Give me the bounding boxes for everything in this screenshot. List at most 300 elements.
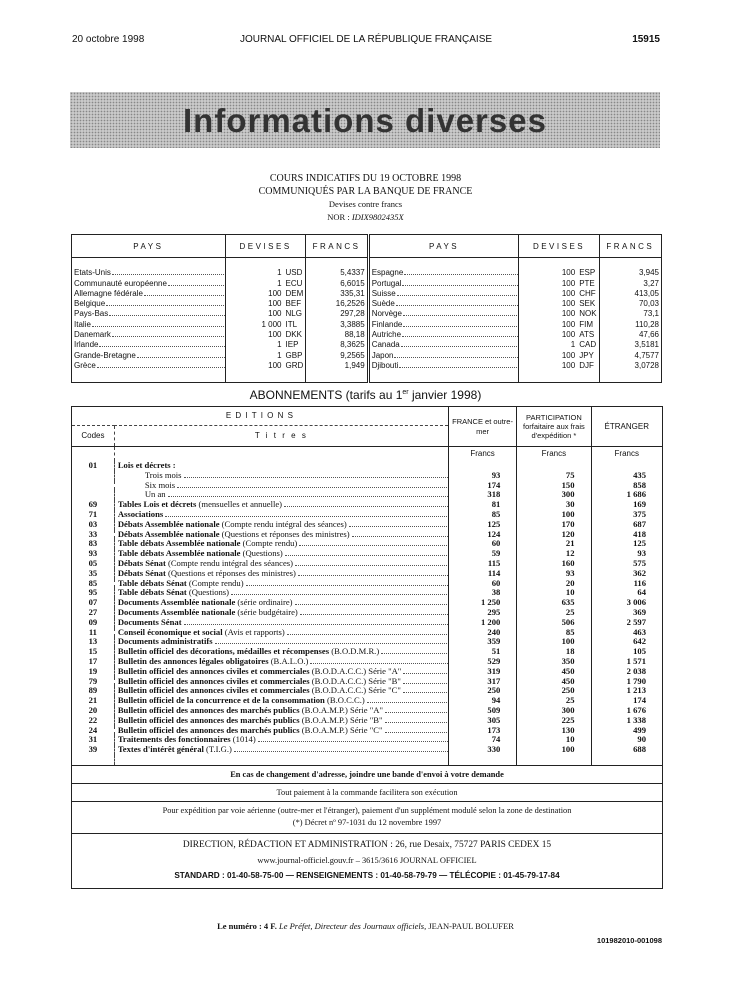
abo-title xyxy=(114,461,448,471)
dot-leader xyxy=(234,751,448,752)
abo-title xyxy=(114,520,448,530)
abo-price-etranger: 858 xyxy=(591,481,662,491)
abo-title-main: Bulletin des annonces légales obligatoires xyxy=(117,656,269,667)
rates-header-devises-left: DEVISES xyxy=(225,235,306,258)
abo-code: 11 xyxy=(88,626,97,637)
abo-price-france: 173 xyxy=(448,726,516,736)
rate-quantity: 1 xyxy=(225,279,283,289)
rates-header-francs-right: FRANCS xyxy=(599,235,661,258)
rate-quantity: 1 xyxy=(519,340,577,350)
rate-quantity: 100 xyxy=(519,279,577,289)
country-name: Etats-Unis xyxy=(74,268,111,278)
notice-air-text: Pour expédition par voie aérienne (outre-mer et l'étranger), paiement d'un supplément modulé selon la zone de destination xyxy=(162,805,572,815)
rate-francs: 73,1 xyxy=(599,309,661,319)
abo-price-france: 509 xyxy=(448,706,516,716)
cours-line1: COURS INDICATIFS DU 19 OCTOBRE 1998 xyxy=(269,173,462,184)
abo-code: 83 xyxy=(88,538,98,549)
abo-price-france: 115 xyxy=(448,559,516,569)
dot-leader xyxy=(403,692,448,693)
rates-row xyxy=(72,289,662,299)
rate-country xyxy=(368,361,519,371)
abo-title-detail: (Compte rendu) xyxy=(186,578,244,588)
rate-currency-code: CAD xyxy=(579,340,597,350)
abo-price-etranger: 687 xyxy=(591,520,662,530)
abo-price-etranger: 375 xyxy=(591,510,662,520)
abo-price-france: 59 xyxy=(448,549,516,559)
abo-price-etranger: 64 xyxy=(591,588,662,598)
dot-leader xyxy=(403,673,448,674)
contact-address: 26, rue Desaix, 75727 PARIS CEDEX 15 xyxy=(395,839,552,850)
rate-country xyxy=(368,340,519,350)
abo-title-main: Trois mois xyxy=(144,470,182,480)
rate-country xyxy=(72,351,226,361)
abo-title xyxy=(114,490,448,500)
abo-title-main: Lois et décrets : xyxy=(117,461,176,471)
abo-title xyxy=(114,579,448,589)
exchange-rates-table xyxy=(71,234,662,383)
abo-title-main: Documents Assemblée nationale xyxy=(117,598,236,608)
rate-currency-code: ITL xyxy=(285,319,298,329)
abo-price-france: 38 xyxy=(448,588,516,598)
abo-price-part: 12 xyxy=(517,549,591,559)
abo-price-part: 150 xyxy=(517,481,591,491)
abo-title xyxy=(114,530,448,540)
rate-francs: 3,27 xyxy=(599,279,661,289)
dot-leader xyxy=(92,326,225,327)
cours-line2: COMMUNIQUÉS PAR LA BANQUE DE FRANCE xyxy=(258,186,473,197)
abo-price-etranger: 93 xyxy=(591,549,662,559)
rate-francs: 335,31 xyxy=(306,289,368,299)
dot-leader xyxy=(399,367,519,368)
contact-phones xyxy=(72,868,662,883)
abo-title-detail: (B.O.C.C.) xyxy=(324,696,365,706)
abo-title xyxy=(114,471,448,481)
abo-title-main: Traitements des fonctionnaires xyxy=(117,735,231,745)
rate-currency-code: GRD xyxy=(285,360,304,370)
abo-price-etranger: 116 xyxy=(591,579,662,589)
abo-price-france: 250 xyxy=(448,686,516,696)
rate-currency-code: DEM xyxy=(285,288,304,298)
abonnements-title-text: ABONNEMENTS (tarifs au 1 xyxy=(249,388,403,402)
abo-title-detail: (T.I.G.) xyxy=(203,745,232,755)
abo-price-france: 124 xyxy=(448,530,516,540)
abo-code: 19 xyxy=(88,665,98,676)
abo-title-detail: (B.O.A.M.P.) Série "A" xyxy=(299,705,383,716)
abo-title-main: Bulletin officiel des annonces des marchés publics xyxy=(117,715,300,725)
abo-price-france: 1 200 xyxy=(448,618,516,628)
abo-price-france: 51 xyxy=(448,647,516,657)
footer-prefet: Le Préfet, Directeur des Journaux officiels, xyxy=(278,921,427,931)
notice-address: En cas de changement d'adresse, joindre une bande d'envoi à votre demande xyxy=(72,765,662,783)
abo-price-part: 450 xyxy=(517,677,591,687)
rate-currency-code: USD xyxy=(285,268,303,278)
abo-code: 22 xyxy=(88,714,98,725)
dot-leader xyxy=(299,545,448,546)
dot-leader xyxy=(349,526,449,527)
abo-title-detail: (Compte rendu intégral des séances) xyxy=(165,558,294,569)
rate-country xyxy=(368,320,519,330)
country-name: Djibouti xyxy=(371,360,399,370)
abo-price-part: 25 xyxy=(517,608,591,618)
dot-leader xyxy=(231,594,448,595)
rate-quantity: 100 xyxy=(225,330,283,340)
rate-quantity: 100 xyxy=(519,351,577,361)
abo-price-france: 295 xyxy=(448,608,516,618)
abo-price-france: 125 xyxy=(448,520,516,530)
rates-header-devises-right: DEVISES xyxy=(519,235,599,258)
abo-title-main: Bulletin officiel des annonces des marchés publics xyxy=(117,725,300,735)
abo-price-etranger: 2 597 xyxy=(591,618,662,628)
dot-leader xyxy=(168,285,225,286)
rates-row xyxy=(72,340,662,350)
abo-price-france: 174 xyxy=(448,481,516,491)
dot-leader xyxy=(109,315,225,316)
abo-code: 95 xyxy=(88,587,98,598)
abo-header-row1 xyxy=(72,407,662,426)
abo-code: 09 xyxy=(88,616,98,627)
rate-currency-code: GBP xyxy=(285,350,303,360)
abo-title-detail: (B.O.A.M.P.) Série "C" xyxy=(299,725,383,735)
abo-price-part: 130 xyxy=(517,726,591,736)
abo-unit-france: Francs xyxy=(448,447,516,462)
abo-price-etranger: 688 xyxy=(591,745,662,755)
country-name: Grèce xyxy=(74,360,96,370)
dot-leader xyxy=(385,712,448,713)
abo-title-main: Table débats Assemblée nationale xyxy=(117,539,241,549)
abo-title-main: Table débats Sénat xyxy=(117,588,187,598)
abo-price-france: 318 xyxy=(448,490,516,500)
footer-price: Le numéro : 4 F. xyxy=(217,921,277,931)
contact-web: www.journal-officiel.gouv.fr – 3615/3616 JOURNAL OFFICIEL xyxy=(257,855,477,865)
abo-price-part: 25 xyxy=(517,696,591,706)
dot-leader xyxy=(106,305,225,306)
abo-row xyxy=(72,745,662,755)
dot-leader xyxy=(397,295,519,296)
abo-title-main: Conseil économique et social xyxy=(117,627,223,637)
abo-price-part: 160 xyxy=(517,559,591,569)
abo-code: 21 xyxy=(88,695,98,706)
dot-leader xyxy=(99,346,225,347)
abo-price-france: 240 xyxy=(448,628,516,638)
contact-line1 xyxy=(72,838,662,853)
rate-quantity: 100 xyxy=(519,330,577,340)
header-date: 20 octobre 1998 xyxy=(72,34,145,45)
dot-leader xyxy=(137,357,225,358)
dot-leader xyxy=(381,653,448,654)
rate-francs: 70,03 xyxy=(599,299,661,309)
abo-price-france: 1 250 xyxy=(448,598,516,608)
abo-title xyxy=(114,481,448,491)
dot-leader xyxy=(97,367,225,368)
rate-francs: 16,2526 xyxy=(306,299,368,309)
dot-leader xyxy=(401,346,519,347)
country-name: Suède xyxy=(371,299,395,309)
rate-quantity: 100 xyxy=(225,289,283,299)
dot-leader xyxy=(298,575,448,576)
abo-price-part: 18 xyxy=(517,647,591,657)
rate-quantity: 100 xyxy=(519,309,577,319)
abo-header-france: FRANCE et outre-mer xyxy=(448,407,516,447)
abo-price-part: 450 xyxy=(517,667,591,677)
contact-standard: STANDARD : 01-40-58-75-00 xyxy=(174,870,284,880)
rate-currency-code: ESP xyxy=(579,268,596,278)
abo-title-main: Associations xyxy=(117,509,164,520)
abo-title-main: Un an xyxy=(144,490,166,500)
abo-title-main: Documents Assemblée nationale xyxy=(117,607,236,618)
abo-title-detail: (Avis et rapports) xyxy=(222,627,285,637)
abo-price-france: 305 xyxy=(448,716,516,726)
abo-title xyxy=(114,716,448,726)
notice-decret: (*) Décret nº 97-1031 du 12 novembre 1997 xyxy=(292,817,442,827)
abo-price-part: 21 xyxy=(517,539,591,549)
abo-price-etranger xyxy=(591,461,662,471)
abo-price-part: 225 xyxy=(517,716,591,726)
abo-header-participation: PARTICIPATION forfaitaire aux frais d'expédition * xyxy=(517,407,591,447)
dot-leader xyxy=(300,614,449,615)
abo-code: 89 xyxy=(88,685,98,696)
dot-leader xyxy=(184,624,449,625)
abo-price-etranger: 174 xyxy=(591,696,662,706)
abo-title xyxy=(114,618,448,628)
abo-code: 01 xyxy=(88,460,98,471)
abo-title-detail: (Questions et réponses des ministres) xyxy=(165,568,296,578)
abo-code: 03 xyxy=(88,518,98,529)
page-header xyxy=(72,34,660,48)
abo-price-part: 635 xyxy=(517,598,591,608)
abo-price-etranger: 418 xyxy=(591,530,662,540)
abo-price-etranger: 362 xyxy=(591,569,662,579)
rates-header-row xyxy=(72,235,662,258)
abonnements-box xyxy=(71,406,663,889)
abo-price-part: 100 xyxy=(517,637,591,647)
abonnements-table xyxy=(72,407,662,765)
abo-price-france: 74 xyxy=(448,735,516,745)
abo-title-main: Table débats Assemblée nationale xyxy=(117,549,241,559)
dot-leader xyxy=(310,663,448,664)
abo-title-detail: (série ordinaire) xyxy=(235,598,293,608)
rate-country xyxy=(72,279,226,289)
abo-price-part: 75 xyxy=(517,471,591,481)
abo-title xyxy=(114,549,448,559)
abo-price-etranger: 1 676 xyxy=(591,706,662,716)
abo-price-etranger: 642 xyxy=(591,637,662,647)
abo-price-part: 300 xyxy=(517,706,591,716)
rate-francs: 88,18 xyxy=(306,330,368,340)
dot-leader xyxy=(385,732,449,733)
rate-quantity: 100 xyxy=(225,361,283,371)
abo-code: 20 xyxy=(88,705,98,716)
dot-leader xyxy=(394,357,518,358)
abo-title-main: Documents Sénat xyxy=(117,617,182,627)
abo-price-part: 100 xyxy=(517,510,591,520)
country-name: Danemark xyxy=(74,330,111,340)
abo-price-france: 93 xyxy=(448,471,516,481)
contact-telecopie: TÉLÉCOPIE : 01-45-79-17-84 xyxy=(449,870,560,880)
dot-leader xyxy=(285,555,449,556)
abo-title-detail: (1014) xyxy=(230,735,256,745)
abo-price-france: 529 xyxy=(448,657,516,667)
rate-country xyxy=(72,361,226,371)
abo-price-france: 330 xyxy=(448,745,516,755)
abo-title-main: Bulletin officiel des décorations, médailles et récompenses xyxy=(117,647,330,657)
rate-quantity: 100 xyxy=(519,299,577,309)
abo-header-codes: Codes xyxy=(81,431,105,441)
rate-currency-code: SEK xyxy=(579,299,596,309)
rate-country xyxy=(72,340,226,350)
abo-price-part: 30 xyxy=(517,500,591,510)
abo-price-part: 20 xyxy=(517,579,591,589)
abo-code: 69 xyxy=(88,499,98,510)
abo-price-etranger: 1 790 xyxy=(591,677,662,687)
contact-block xyxy=(72,833,662,888)
abo-title-detail: (Questions) xyxy=(186,588,230,598)
abo-code: 13 xyxy=(88,636,98,647)
footer-name: JEAN-PAUL BOLUFER xyxy=(428,921,514,931)
dot-leader xyxy=(385,722,449,723)
dot-leader xyxy=(215,643,449,644)
abo-title-main: Six mois xyxy=(144,480,176,490)
rate-currency-code: CHF xyxy=(579,288,596,298)
abo-price-part: 100 xyxy=(517,745,591,755)
dot-leader xyxy=(112,336,225,337)
abo-price-part: 10 xyxy=(517,588,591,598)
dot-leader xyxy=(184,477,449,478)
cours-nor xyxy=(0,211,731,224)
abo-title-detail: (B.O.D.A.C.C.) Série "C" xyxy=(309,686,401,696)
abo-title xyxy=(114,726,448,736)
dot-leader xyxy=(367,702,449,703)
rate-francs: 47,66 xyxy=(599,330,661,340)
country-name: Norvège xyxy=(371,309,402,319)
abo-code: 07 xyxy=(88,597,98,608)
dot-leader xyxy=(177,487,448,488)
country-name: Belgique xyxy=(74,299,106,309)
abo-title-detail: (Questions et réponses des ministres) xyxy=(219,529,350,539)
abo-title-detail: (série budgétaire) xyxy=(235,607,298,618)
abo-title xyxy=(114,735,448,745)
abo-title xyxy=(114,696,448,706)
dot-leader xyxy=(402,336,519,337)
contact-renseignements: RENSEIGNEMENTS : 01-40-58-79-79 xyxy=(296,870,437,880)
abo-title-detail: (mensuelles et annuelle) xyxy=(196,500,283,510)
contact-sep1: — xyxy=(285,870,294,880)
rate-country xyxy=(72,309,226,319)
abo-title xyxy=(114,510,448,520)
abo-code: 85 xyxy=(88,577,98,588)
abo-price-france: 85 xyxy=(448,510,516,520)
dot-leader xyxy=(165,516,448,517)
abo-code: 24 xyxy=(88,724,98,735)
dot-leader xyxy=(295,565,448,566)
country-name: Finlande xyxy=(371,319,403,329)
country-name: Autriche xyxy=(371,330,402,340)
notice-air xyxy=(72,801,662,833)
country-name: Pays-Bas xyxy=(74,309,109,319)
abo-code xyxy=(72,471,114,481)
rate-country xyxy=(368,268,519,278)
country-name: Grande-Bretagne xyxy=(74,350,136,360)
rate-currency-code: NOK xyxy=(579,309,597,319)
abo-title xyxy=(114,706,448,716)
abo-title-main: Bulletin officiel des annonces civiles et commerciales xyxy=(117,676,310,686)
abo-code: 17 xyxy=(88,656,98,667)
rate-francs: 6,6015 xyxy=(306,279,368,289)
abo-title-main: Bulletin officiel des annonces civiles et commerciales xyxy=(117,686,310,696)
rate-francs: 8,3625 xyxy=(306,340,368,350)
dot-leader xyxy=(258,741,449,742)
rates-row xyxy=(72,279,662,289)
contact-sep2: — xyxy=(439,870,448,880)
rate-currency-code: ECU xyxy=(285,278,303,288)
rate-francs: 5,4337 xyxy=(306,268,368,278)
rate-francs: 4,7577 xyxy=(599,351,661,361)
dot-leader xyxy=(403,315,519,316)
contact-direction: DIRECTION, RÉDACTION ET ADMINISTRATION : xyxy=(182,839,393,850)
rates-row xyxy=(72,351,662,361)
abo-price-etranger: 90 xyxy=(591,735,662,745)
rate-francs: 3,0728 xyxy=(599,361,661,371)
footer-numero xyxy=(0,921,731,931)
rate-currency-code: NLG xyxy=(285,309,302,319)
abo-code: 31 xyxy=(88,734,98,745)
abo-price-france: 359 xyxy=(448,637,516,647)
country-name: Italie xyxy=(74,319,91,329)
abo-title-main: Bulletin officiel des annonces civiles et commerciales xyxy=(117,666,310,676)
abo-price-part: 93 xyxy=(517,569,591,579)
abo-price-part: 350 xyxy=(517,657,591,667)
abo-price-etranger: 1 571 xyxy=(591,657,662,667)
abo-price-france: 60 xyxy=(448,579,516,589)
abo-title xyxy=(114,667,448,677)
abonnements-title-end: janvier 1998) xyxy=(408,388,482,402)
country-name: Suisse xyxy=(371,288,396,298)
abo-title xyxy=(114,628,448,638)
abo-code: 27 xyxy=(88,607,98,618)
rate-country xyxy=(72,320,226,330)
abo-title-detail: (Compte rendu) xyxy=(240,539,298,549)
abo-title xyxy=(114,569,448,579)
notice-payment: Tout paiement à la commande facilitera son exécution xyxy=(72,783,662,801)
abo-title xyxy=(114,539,448,549)
country-name: Irlande xyxy=(74,340,99,350)
country-name: Communauté européenne xyxy=(74,278,167,288)
abo-price-etranger: 499 xyxy=(591,726,662,736)
abo-price-france: 94 xyxy=(448,696,516,706)
abo-price-etranger: 2 038 xyxy=(591,667,662,677)
abo-price-etranger: 1 338 xyxy=(591,716,662,726)
abo-title xyxy=(114,588,448,598)
dot-leader xyxy=(404,274,519,275)
rate-country xyxy=(368,351,519,361)
rate-country xyxy=(368,289,519,299)
rate-country xyxy=(72,268,226,278)
rate-francs: 3,5181 xyxy=(599,340,661,350)
abo-price-etranger: 463 xyxy=(591,628,662,638)
footer-reference: 101982010-001098 xyxy=(596,936,662,945)
abo-price-part: 170 xyxy=(517,520,591,530)
abo-code: 79 xyxy=(88,675,98,686)
rates-body xyxy=(72,258,662,383)
abo-price-etranger: 1 686 xyxy=(591,490,662,500)
rates-header-pays-right: PAYS xyxy=(368,235,519,258)
dot-leader xyxy=(168,496,449,497)
rate-currency-code: ATS xyxy=(579,330,595,340)
abo-title xyxy=(114,647,448,657)
rate-country xyxy=(72,299,226,309)
abo-price-part: 250 xyxy=(517,686,591,696)
abo-price-part: 300 xyxy=(517,490,591,500)
abo-title-detail: (B.O.D.M.R.) xyxy=(329,647,380,657)
